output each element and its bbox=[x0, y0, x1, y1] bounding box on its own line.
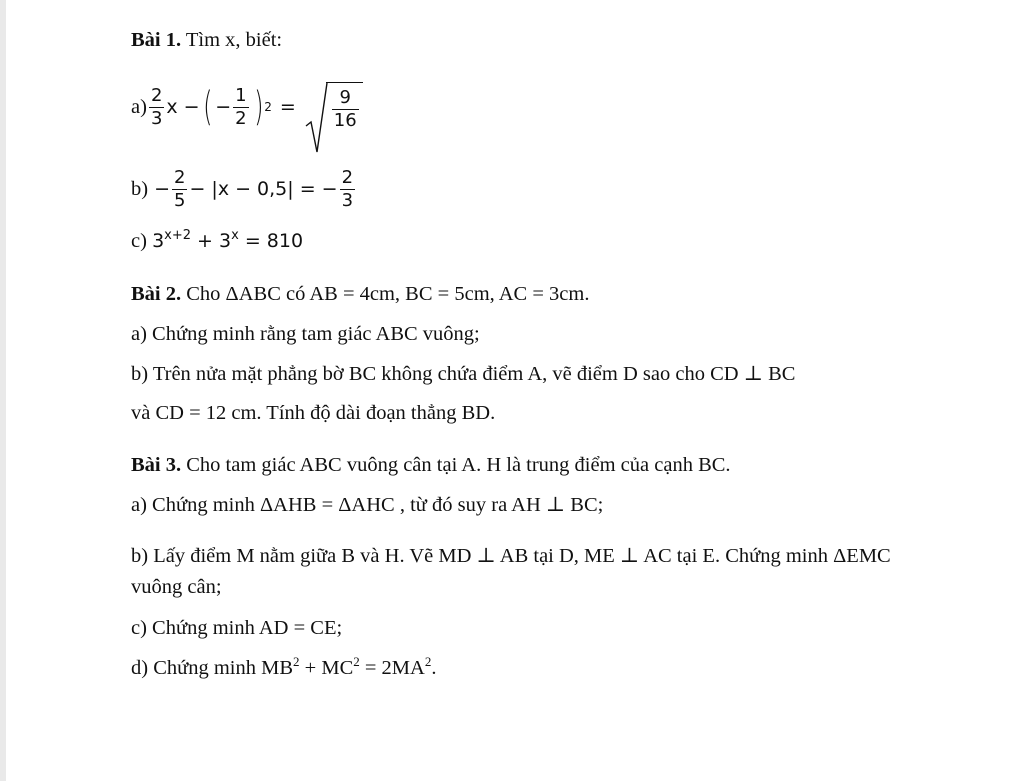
exponent: 2 bbox=[264, 100, 272, 114]
d-end: . bbox=[431, 657, 437, 679]
bai1-title: Bài 1. bbox=[131, 29, 182, 51]
frac-num: 2 bbox=[150, 84, 163, 106]
frac-num: 1 bbox=[235, 84, 247, 106]
d-eq: = 2MA bbox=[359, 657, 425, 679]
bai2-part-b-line2: và CD = 12 cm. Tính độ dài đoạn thẳng BD. bbox=[131, 402, 496, 424]
c-rhs: = 810 bbox=[238, 230, 304, 252]
fraction-two-thirds bbox=[149, 85, 164, 130]
inner-minus: − bbox=[215, 96, 232, 118]
d-exp2: 2 bbox=[353, 654, 360, 669]
bai3-part-b-line2: vuông cân; bbox=[131, 576, 222, 598]
equals-sign: = bbox=[279, 96, 296, 118]
bai1-intro: Tìm x, biết: bbox=[185, 29, 283, 51]
minus-sign: − bbox=[154, 178, 170, 200]
bai1-a-var: x − bbox=[166, 96, 200, 118]
c-plus: + 3 bbox=[191, 230, 232, 252]
bai1-heading bbox=[131, 27, 282, 53]
frac-den: 2 bbox=[235, 107, 247, 129]
d-exp1: 2 bbox=[293, 654, 300, 669]
bai1-c-label: c) bbox=[131, 230, 147, 252]
square-root bbox=[304, 82, 363, 132]
bai2-part-a: a) Chứng minh rằng tam giác ABC vuông; bbox=[131, 323, 480, 345]
frac-den: 5 bbox=[174, 189, 186, 211]
right-paren: ) bbox=[253, 84, 264, 130]
bai2-part-b-line1: b) Trên nửa mặt phẳng bờ BC không chứa điểm A, vẽ điểm D sao cho CD ⊥ BC bbox=[131, 363, 796, 385]
fraction-nine-sixteenths bbox=[332, 87, 359, 132]
bai1-b-mid: − |x − 0,5| = − bbox=[189, 178, 338, 200]
c-exp2: x bbox=[231, 228, 239, 243]
bai3-part-b-line1: b) Lấy điểm M nằm giữa B và H. Vẽ MD ⊥ AB tại D, ME ⊥ AC tại E. Chứng minh ΔEMC bbox=[131, 545, 891, 567]
d-exp3: 2 bbox=[424, 654, 432, 669]
bai1-part-b bbox=[131, 160, 357, 218]
frac-num: 2 bbox=[174, 166, 186, 188]
bai3-part-c: c) Chứng minh AD = CE; bbox=[131, 617, 343, 639]
bai1-part-c bbox=[131, 228, 303, 254]
frac-den: 3 bbox=[341, 189, 354, 211]
d-mid: + MC bbox=[299, 657, 354, 679]
bai1-a-label: a) bbox=[131, 96, 147, 118]
bai2-intro: Cho ΔABC có AB = 4cm, BC = 5cm, AC = 3cm. bbox=[186, 283, 590, 305]
bai3-heading bbox=[131, 452, 731, 478]
radical-sign-icon bbox=[304, 82, 328, 154]
frac-den: 16 bbox=[333, 110, 357, 131]
bai1-part-a bbox=[131, 72, 363, 142]
c-base: 3 bbox=[152, 230, 165, 252]
frac-num: 2 bbox=[341, 166, 354, 188]
frac-den: 3 bbox=[150, 107, 163, 129]
document-page bbox=[6, 0, 1024, 781]
fraction-two-fifths bbox=[172, 167, 187, 212]
bai2-title: Bài 2. bbox=[131, 283, 182, 305]
bai3-intro: Cho tam giác ABC vuông cân tại A. H là trung điểm của cạnh BC. bbox=[186, 454, 731, 476]
d-pre: d) Chứng minh MB bbox=[131, 657, 294, 679]
bai3-part-a: a) Chứng minh ΔAHB = ΔAHC , từ đó suy ra AH ⊥ BC; bbox=[131, 494, 604, 516]
fraction-one-half bbox=[233, 85, 248, 130]
bai1-b-label: b) bbox=[131, 178, 149, 200]
bai3-title: Bài 3. bbox=[131, 454, 182, 476]
bai3-part-d bbox=[131, 655, 436, 681]
fraction-two-thirds-b bbox=[340, 167, 355, 212]
left-paren: ( bbox=[202, 84, 213, 130]
bai2-heading bbox=[131, 281, 589, 307]
frac-num: 9 bbox=[332, 87, 359, 110]
c-exp1: x+2 bbox=[164, 228, 192, 243]
